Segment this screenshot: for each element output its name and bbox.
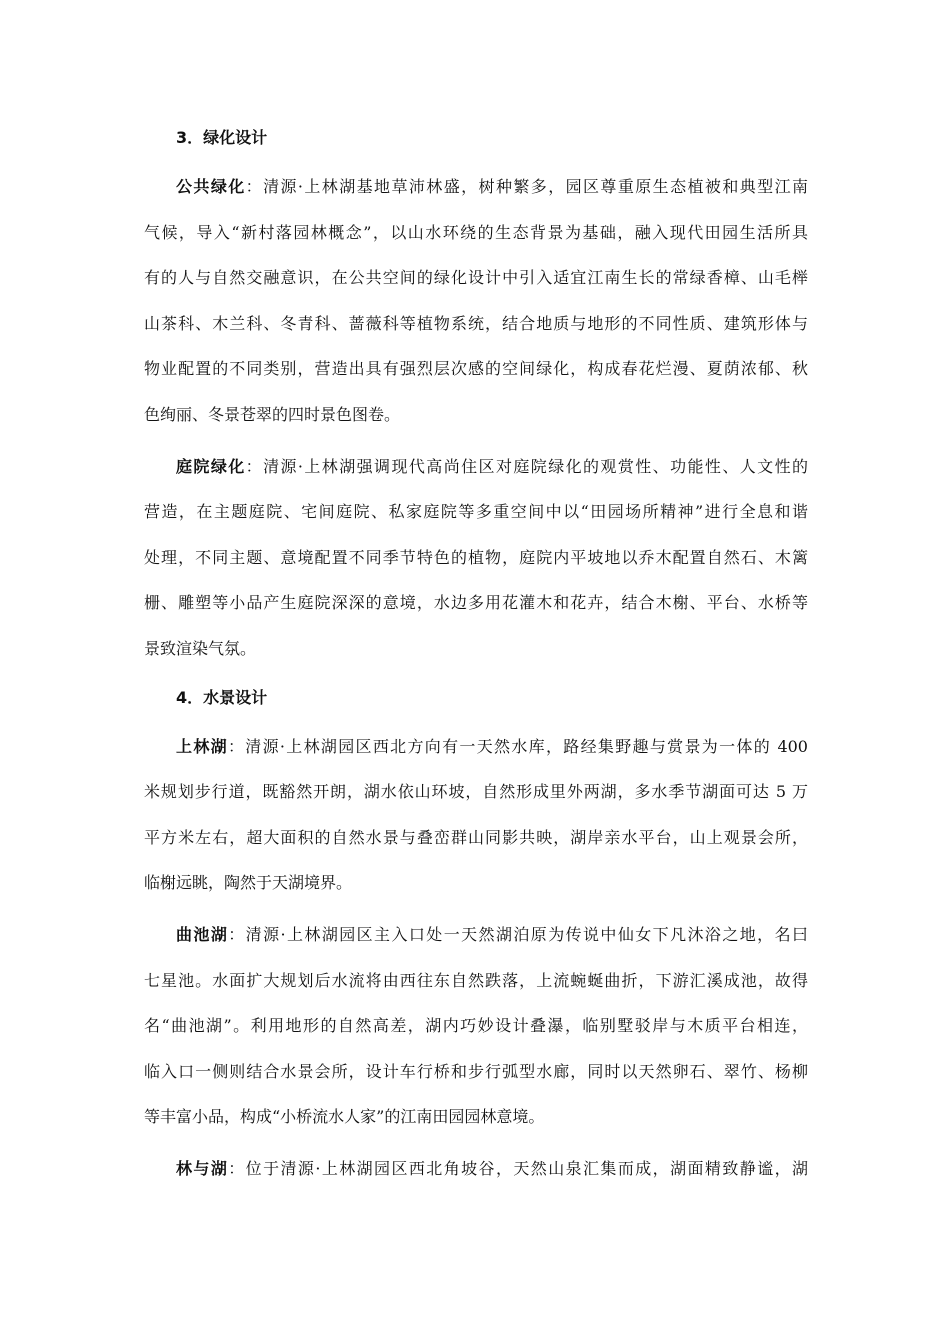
section-greening xyxy=(144,118,808,672)
paragraph-line: 山茶科、木兰科、冬青科、蔷薇科等植物系统，结合地质与地形的不同性质、建筑形体与 xyxy=(144,313,808,333)
paragraph-line: 名“曲池湖”。利用地形的自然高差，湖内巧妙设计叠瀑，临别墅驳岸与木质平台相连， xyxy=(144,1016,808,1036)
paragraph-line: 临榭远眺，陶然于天湖境界。 xyxy=(144,873,353,893)
paragraph-label: 上林湖 xyxy=(176,736,228,756)
paragraph-label: 林与湖 xyxy=(176,1158,229,1178)
paragraph-label: 曲池湖 xyxy=(176,924,229,944)
paragraph-line: 七星池。水面扩大规划后水流将由西往东自然跌落，上流蜿蜒曲折，下游汇溪成池，故得 xyxy=(144,970,808,990)
paragraph-line: 有的人与自然交融意识，在公共空间的绿化设计中引入适宜江南生长的常绿香樟、山毛榉 xyxy=(144,268,808,288)
paragraph-line: 上林湖：清源·上林湖园区西北方向有一天然水库，路经集野趣与赏景为一体的 400 xyxy=(176,736,808,756)
paragraph-line: 物业配置的不同类别，营造出具有强烈层次感的空间绿化，构成春花烂漫、夏荫浓郁、秋 xyxy=(144,359,808,379)
paragraph-shanglin-lake xyxy=(144,724,808,906)
paragraph-line: 平方米左右，超大面积的自然水景与叠峦群山同影共映，湖岸亲水平台，山上观景会所， xyxy=(144,827,808,847)
paragraph-line: 林与湖：位于清源·上林湖园区西北角坡谷，天然山泉汇集而成，湖面精致静谧，湖 xyxy=(176,1158,808,1178)
paragraph-line: 营造，在主题庭院、宅间庭院、私家庭院等多重空间中以“田园场所精神”进行全息和谐 xyxy=(144,502,808,522)
section-heading: 3．绿化设计 xyxy=(176,128,268,147)
paragraph-line: 景致渲染气氛。 xyxy=(144,638,257,658)
paragraph-label: 庭院绿化 xyxy=(176,456,246,476)
paragraph-line: 米规划步行道，既豁然开朗，湖水依山环坡，自然形成里外两湖，多水季节湖面可达 5 万 xyxy=(144,782,808,802)
section-heading: 4．水景设计 xyxy=(176,687,268,707)
paragraph-line: 等丰富小品，构成“小桥流水人家”的江南田园园林意境。 xyxy=(144,1107,545,1127)
paragraph-line: 处理，不同主题、意境配置不同季节特色的植物，庭院内平坡地以乔木配置自然石、木篱 xyxy=(144,547,808,567)
paragraph-line: 气候，导入“新村落园林概念”，以山水环绕的生态背景为基础，融入现代田园生活所具 xyxy=(144,222,808,242)
paragraph-line: 栅、雕塑等小品产生庭院深深的意境，水边多用花灌木和花卉，结合木榭、平台、水桥等 xyxy=(144,593,808,613)
paragraph-courtyard-greening xyxy=(144,444,808,672)
section-waterscape xyxy=(144,678,808,1192)
paragraph-line: 公共绿化：清源·上林湖基地草沛林盛，树种繁多，园区尊重原生态植被和典型江南 xyxy=(176,177,808,196)
paragraph-public-greening xyxy=(144,164,808,438)
paragraph-quchi-lake xyxy=(144,912,808,1140)
paragraph-line: 庭院绿化：清源·上林湖强调现代高尚住区对庭院绿化的观赏性、功能性、人文性的 xyxy=(176,456,808,476)
paragraph-line: 临入口一侧则结合水景会所，设计车行桥和步行弧型水廊，同时以天然卵石、翠竹、杨柳 xyxy=(144,1061,808,1081)
document-body xyxy=(144,118,808,1197)
paragraph-label: 公共绿化 xyxy=(176,177,246,196)
paragraph-lin-yu-lake xyxy=(144,1146,808,1192)
paragraph-line: 色绚丽、冬景苍翠的四时景色图卷。 xyxy=(144,404,401,424)
paragraph-line: 曲池湖：清源·上林湖园区主入口处一天然湖泊原为传说中仙女下凡沐浴之地，名曰 xyxy=(176,924,808,944)
